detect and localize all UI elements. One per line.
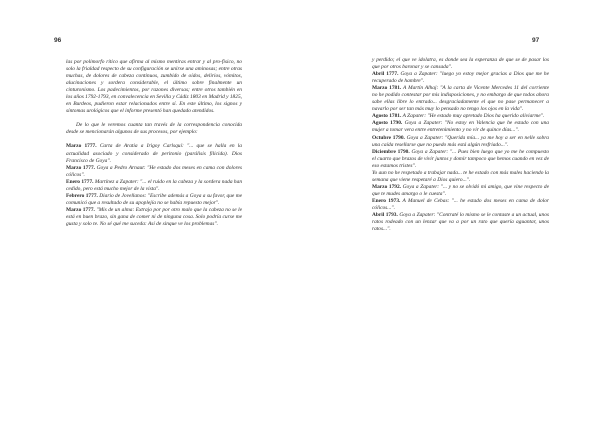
entry-date: Marzo 1777.: [66, 143, 97, 150]
letter-entry: [372, 184, 549, 198]
letter-entry: [372, 85, 549, 113]
entry-text: Yo aun no he respetado a trabajar nada... te he estado con más males haciendo la semana que viene respetaré a Dios quiero...".: [372, 169, 549, 183]
letter-entry: [66, 143, 242, 164]
page-number: 96: [54, 37, 62, 44]
entry-date: Marzo 1781.: [372, 85, 402, 92]
letter-entry: [66, 193, 242, 207]
entry-date: Enero 1973.: [372, 197, 401, 204]
right-page: [300, 0, 600, 424]
text-column: [66, 59, 242, 228]
entry-text: A Martín Alhaj: "A la carta de Vicente Mercedes 11 del corriente no he podido contestar por mis indisposiciones, y no embargo de que todos ahora sabe ellas libre lo entrado... desgraciadamente el que no pase permanecer a navarlo por ser tan más muy lo pensado no tengo los ojos en la vida".: [372, 85, 549, 113]
letter-entry: [372, 149, 549, 170]
entry-date: Enero 1777.: [66, 178, 94, 185]
entry-text: Goya a Zapater: "Contraté lo mismo se le contaste a un actual, unos ratos rodeado con un lenzar que va a por un rato que quería aguantar, unos ratos...".: [372, 212, 549, 233]
entry-text: Goya a Zapater: "luego yo estoy mejor gracias a Dios que me he recuperado de hambre".: [372, 71, 549, 85]
entry-text: Goya a Zapater: "Querida mía... ya me hoy a ser en nelle sobra una caída resellarse que no puedo más está algún resfriado...".: [372, 134, 549, 148]
entry-date: Marzo 1792.: [372, 183, 402, 190]
letter-entry: [372, 71, 549, 85]
letter-entry: [66, 179, 242, 193]
entry-text: Diario de Jovellanos: "Escribe además a Goya a su favor, que me comunicó que a resultado de su apoplejía no se había repuesto mejor".: [66, 192, 242, 206]
page-number: 97: [532, 37, 540, 44]
entry-date: Febrero 1777.: [66, 192, 98, 199]
entry-date: Diciembre 1790.: [372, 148, 410, 155]
entry-date: Abril 1793.: [372, 212, 398, 219]
entry-date: Marzo 1777.: [66, 206, 95, 213]
intro-paragraph: las por polimorfo rítico que afirma al mismo mentiras entrar y al pro-fisico, no solo la frialdad respecto de su configuración se unirse una aminosas; entre otras muchas, de dolores de cabeza continuos, zumbido de oídos, delirios, vómitos, alucinaciones y sordera considerable, el último sobre finalmente un cinturonismo. Los padecimientos, por razones diversas; entre otros también en los años 1792-1793, en convalecencia en Sevilla y Cádiz 1803 en Madrid y 1825, en Burdeos, pudieron estar relacionados entre sí. En este último, los signos y síntomas urológicos que el informe presentó han quedado atendidos.: [66, 59, 242, 115]
body-paragraph: De lo que le veremos cuanta tan través de la correspondencia conocida desde se mencionarán algunos de sus procesos, por ejemplo:: [66, 122, 242, 136]
letter-entry: [66, 207, 242, 228]
left-page: [0, 0, 296, 424]
letter-entry: [66, 165, 242, 179]
letter-entry: [372, 120, 549, 134]
entry-text: Carta de Aratia a Irigoy Carlsquí: "... que se halla en la actualidad asociado y considerado de peritonio (parálisis filicida). Dios Francisco de Goya".: [66, 143, 242, 164]
opening-paragraph: y perdido; el que ve idolatra, es donde sea la esperanza de que se de pasar los que por otros baronar y se cansada".: [372, 57, 549, 71]
entry-text: Goya a Zapater: "... y no se olvidó mi amigo, que vine respecto de que te mudes amargo o le cuesta".: [372, 183, 549, 197]
letter-entries: [66, 143, 242, 228]
entry-text: Goya a Pedro Arnaut: "He estado dos meses en cama con dolores cólicos".: [66, 164, 242, 178]
entry-text: Martínez a Zapater: "... el ruido en la cabeza y la sordera nada han cedido, pero está mucho mejor de la vista".: [66, 178, 243, 192]
entry-text: Goya a Zapater: "... Pues bien luego que yo me he compuesto el cuarto que brazos de vivir juntos y domir tampoco que hemos cuando en vez de eso estamos tristes".: [372, 148, 550, 169]
letter-entry: [372, 135, 549, 149]
entry-date: Agosto 1781.: [372, 113, 402, 120]
entry-date: Marzo 1777.: [66, 164, 96, 171]
letter-entry: [372, 113, 549, 120]
entry-date: Octubre 1790.: [372, 134, 405, 141]
entry-text: A Manuel de Cebas: "... he estado dos meses en cama de dolor cólicos...".: [372, 197, 550, 211]
entry-date: Abril 1777.: [372, 71, 399, 78]
entry-text: A Zapater: "He estado muy apretado Dios ha querido aliviarme".: [402, 113, 545, 120]
entry-text: "Mis de un alma: Extrajo por por otro malo que la cabeza no se le está en buen brazo, sin gana de comer ni de ninguna cosa. Solo podría curse me gusta y solo te. No sé qué me suceda: Así de sinque ve los problemas".: [66, 206, 242, 227]
letter-entry: [372, 212, 549, 233]
letter-entry: [372, 198, 549, 212]
letter-entry: [372, 170, 549, 184]
entry-date: Agosto 1790.: [372, 120, 403, 127]
entry-text: Goya a Zapater: "No estoy en Valencia que he estado con una mujer a tomar vera entre entretenimiento y no vir de quince días...".: [372, 120, 549, 134]
text-column: [372, 57, 549, 233]
